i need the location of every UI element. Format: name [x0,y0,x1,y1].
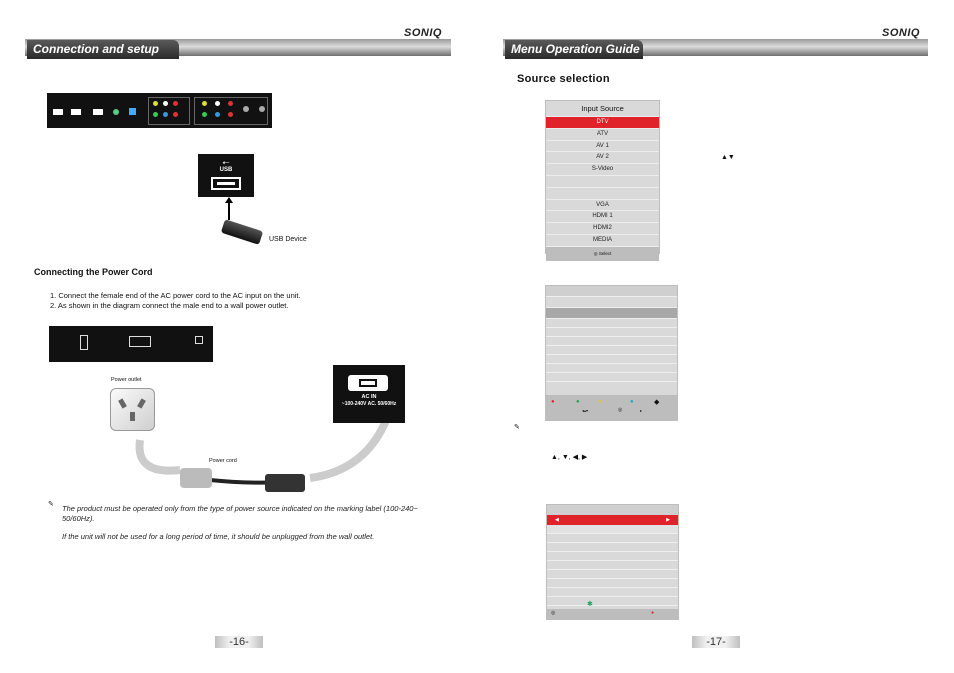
tv-rear-panel [47,93,272,128]
usb-stick-icon [221,219,263,245]
brand-logo-left: SONIQ [404,27,442,39]
page-title-right: Menu Operation Guide [505,40,643,59]
source-item-av2[interactable]: AV 2 [546,152,659,164]
hdmi2-port [93,109,103,115]
ac-in-closeup [333,365,405,423]
page-number-left: -16- [215,636,263,648]
input-source-menu [545,100,660,254]
input-source-title: Input Source [546,101,659,117]
source-item-media[interactable]: MEDIA [546,235,659,247]
direction-arrows-icon: ▲, ▼, ◀, ▶ [551,454,588,461]
note-1: The product must be operated only from the type of power source indicated on the marking label (100-240~ 50/60Hz). [62,504,418,523]
component-port [228,112,233,117]
svideo-port [243,106,249,112]
component-port [163,112,168,117]
note-pen-icon: ✎ [48,501,54,508]
source-item-vga[interactable]: VGA [546,200,659,212]
section-title: Source selection [517,73,610,85]
highlighted-row[interactable] [546,308,677,319]
source-item-dtv[interactable]: DTV [546,117,659,129]
av-port [202,101,207,106]
power-outlet-label: Power outlet [111,377,142,383]
component-port [153,112,158,117]
service-port-icon [195,336,203,344]
red-key-icon: ● [651,610,655,616]
power-cord-label: Power cord [209,458,237,464]
audio-port [113,109,119,115]
nav-arrows-icon: ◂▴▾ [582,408,589,413]
red-key-icon: ● [551,399,555,405]
usb-device-label: USB Device [269,236,307,243]
menu-footer-keys [547,609,678,619]
av-port [215,101,220,106]
source-item-blank [546,188,659,200]
note-pen-icon-right: ✎ [514,424,520,431]
green-key-icon: ● [576,399,580,405]
av-port [173,101,178,106]
menu-footer [546,247,659,261]
ok-icon: ◎ [618,407,623,413]
component-port [173,112,178,117]
av-port [228,101,233,106]
page-title-left: Connection and setup [27,40,179,59]
power-panel [49,326,213,362]
av-port [153,101,158,106]
up-down-arrows-icon: ▲▼ [721,154,735,161]
usb-socket [211,177,241,190]
select-icon: ◎ [593,250,598,256]
ac-in-socket-icon [129,336,151,347]
step-2: 2. As shown in the diagram connect the male end to a wall power outlet. [50,301,289,310]
hdmi1-port [71,109,81,115]
select-label: Select [598,250,612,256]
cyan-key-icon: ● [630,399,634,405]
ok-icon: ◎ [551,610,556,616]
source-item-hdmi1[interactable]: HDMI 1 [546,211,659,223]
usb-label: USB [219,167,233,173]
settings-menu-screen [546,504,679,620]
source-item-svideo[interactable]: S-Video [546,164,659,176]
usb-port [53,109,63,115]
av-port [163,101,168,106]
right-arrow-icon: ▶ [666,517,670,523]
usb-symbol-icon: ⭠ [222,157,230,167]
menu-color-keys [546,395,677,420]
source-item-hdmi2[interactable]: HDMI2 [546,223,659,235]
ac-in-spec: ~100-240V AC. 50/60Hz [341,401,397,407]
yellow-key-icon: ● [598,399,602,405]
green-star-icon: ✱ [587,601,593,608]
component-port [215,112,220,117]
step-1: 1. Connect the female end of the AC power cord to the AC input on the unit. [50,291,301,300]
right-arrow-icon: ▸ [640,408,643,413]
component-port [202,112,207,117]
page-number-right: -17- [692,636,740,648]
arrow-head-icon [225,197,233,203]
antenna-port [259,106,265,112]
source-item-atv[interactable]: ATV [546,129,659,141]
main-menu-screen [545,285,678,421]
power-heading: Connecting the Power Cord [34,267,153,277]
note-2: If the unit will not be used for a long period of time, it should be unplugged from the wall outlet. [62,532,375,541]
diamond-icon: ◆ [654,399,660,406]
vga-port [129,108,136,115]
ac-in-label: AC IN [361,394,377,400]
selected-row[interactable] [547,515,678,525]
source-item-av1[interactable]: AV 1 [546,141,659,153]
left-arrow-icon: ◀ [555,517,559,523]
brand-logo-right: SONIQ [882,27,920,39]
usb-port-closeup [198,154,254,197]
arrow-up-icon [228,201,230,220]
source-item-blank [546,176,659,188]
power-switch-icon [80,335,88,350]
iec-socket-icon [348,375,388,391]
